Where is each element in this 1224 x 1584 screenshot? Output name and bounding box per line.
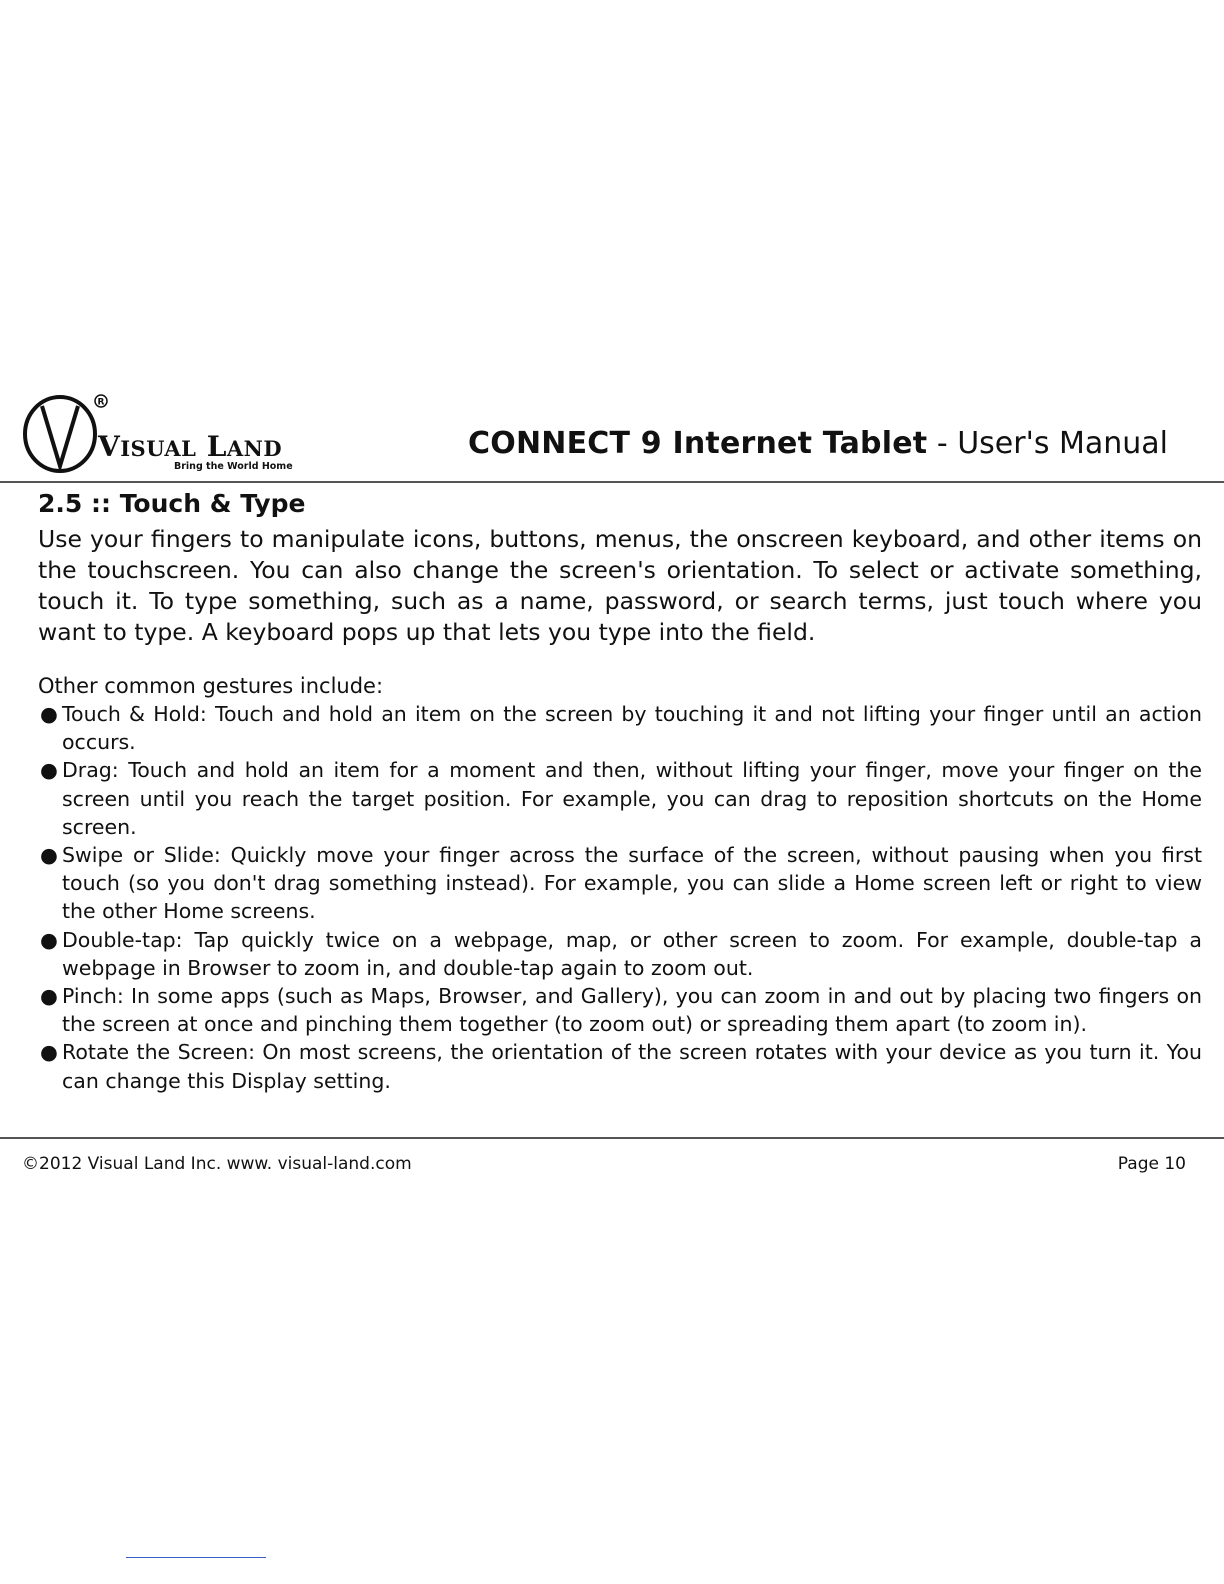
bullet-icon: ● <box>40 702 58 726</box>
gesture-item-drag <box>38 756 1202 841</box>
document-title <box>468 426 1168 461</box>
manual-label: User's Manual <box>957 426 1168 461</box>
gesture-text: Drag: Touch and hold an item for a moment and then, without lifting your finger, move your finger on the screen until you reach the target position. For example, you can drag to reposition shortcuts on the Home screen. <box>62 758 1202 839</box>
gesture-text: Double-tap: Tap quickly twice on a webpage, map, or other screen to zoom. For example, double-tap a webpage in Browser to zoom in, and double-tap again to zoom out. <box>62 927 1202 980</box>
visual-land-logo <box>22 390 322 476</box>
gesture-item-double-tap <box>38 926 1202 982</box>
main-content <box>38 488 1202 1095</box>
gesture-text: Pinch: In some apps (such as Maps, Browser, and Gallery), you can zoom in and out by placing two fingers on the screen at once and pinching them together (to zoom out) or spreading them apart (to zoom in). <box>62 984 1202 1037</box>
bullet-icon: ● <box>40 758 58 783</box>
section-intro: Use your fingers to manipulate icons, buttons, menus, the onscreen keyboard, and other items on the touchscreen. You can also change the screen's orientation. To select or activate something, touch it. To type something, such as a name, password, or search terms, just touch where you want to type. A keyboard pops up that lets you type into the field. <box>38 525 1202 646</box>
gesture-text: Touch & Hold: Touch and hold an item on the screen by touching it and not lifting your finger until an action occurs. <box>62 702 1202 755</box>
gesture-item-swipe <box>38 841 1202 926</box>
gesture-text: Swipe or Slide: Quickly move your finger across the surface of the screen, without pausing when you first touch (so you don't drag something instead). For example, you can slide a Home screen left or right to view the other Home screens. <box>62 843 1202 924</box>
link-underline <box>126 1557 266 1558</box>
gesture-list <box>38 700 1202 1095</box>
page-header <box>0 386 1224 482</box>
section-title: 2.5 :: Touch & Type <box>38 489 306 518</box>
gestures-heading: Other common gestures include: <box>38 674 384 698</box>
gesture-text: Rotate the Screen: On most screens, the orientation of the screen rotates with your device as you turn it. You can change this Display setting. <box>62 1040 1202 1093</box>
title-separator: - <box>927 426 958 461</box>
footer-copyright: ©2012 Visual Land Inc. www. visual-land.com <box>22 1154 412 1174</box>
svg-text:VISUAL LAND: VISUAL LAND <box>98 430 283 463</box>
visual-land-logo-mark <box>22 390 322 476</box>
bullet-icon: ● <box>40 843 58 868</box>
footer-divider <box>0 1137 1224 1139</box>
bullet-icon: ● <box>40 927 58 952</box>
page-number: Page 10 <box>1117 1154 1186 1174</box>
bullet-icon: ● <box>40 1040 58 1065</box>
svg-text:Bring the World Home: Bring the World Home <box>174 461 293 472</box>
header-divider <box>0 481 1224 483</box>
bullet-icon: ● <box>40 984 58 1009</box>
model-title: CONNECT 9 Internet Tablet <box>468 426 928 461</box>
gesture-item-touch-hold <box>38 700 1202 756</box>
gesture-item-pinch <box>38 982 1202 1038</box>
gesture-item-rotate <box>38 1038 1202 1094</box>
svg-text:R: R <box>97 397 105 408</box>
